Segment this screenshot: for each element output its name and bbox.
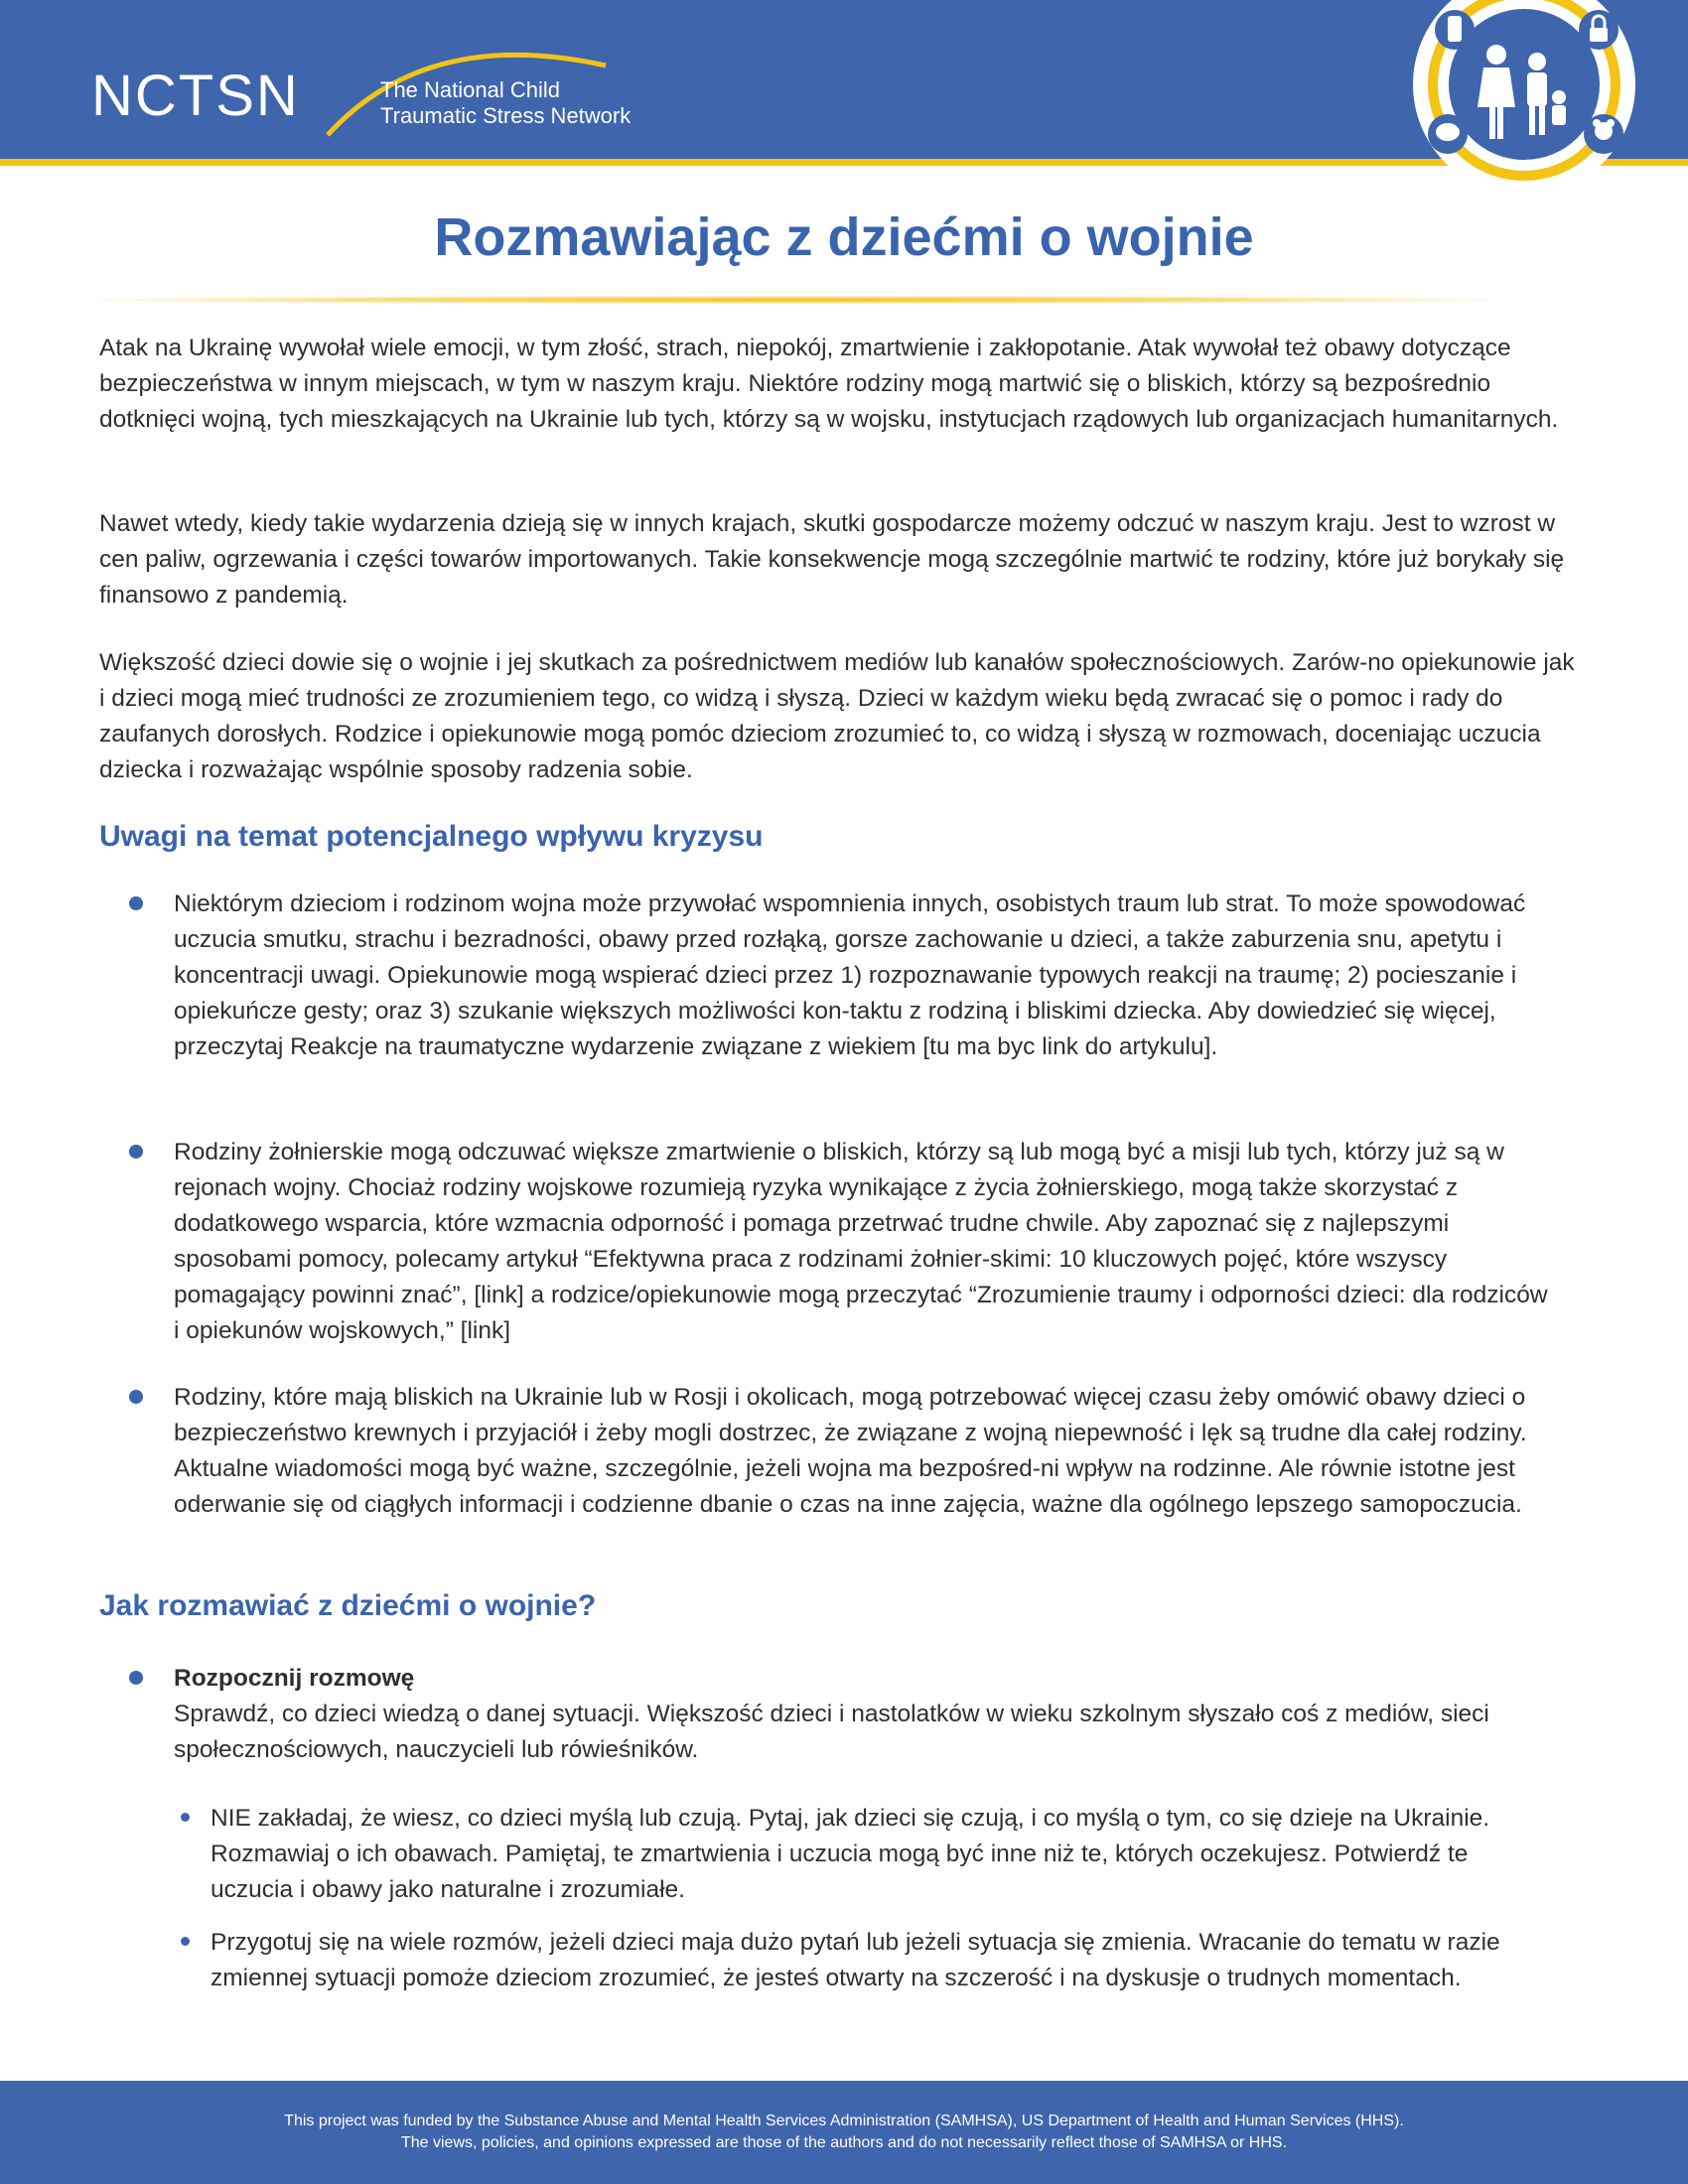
impact-bullet-2: Rodziny żołnierskie mogą odczuwać większe zmartwienie o bliskich, którzy są lub mogą być a misji lub tych, którzy już są w rejonach wojny. Chociaż rodziny wojskowe rozumieją ryzyka wynikające z życia żołnierskiego, mogą także skorzystać z dodatkowego wsparcia, które wzmacnia odporność i pomaga przetrwać trudne chwile. Aby zapoznać się z najlepszymi sposobami pomocy, polecamy artykuł “Efektywna praca z rodzinami żołnier-skimi: 10 kluczowych pojęć, które wszyscy pomagający powinni znać”, [link] a rodzice/opiekunowie mogą przeczytać “Zrozumienie traumy i odporności dzieci: dla rodziców i opiekunów wojskowych,” [link]: [174, 1139, 1548, 1344]
sub-bullet-icon: [181, 1813, 190, 1822]
start-conversation-text: Sprawdź, co dzieci wiedzą o danej sytuacji. Większość dzieci i nastolatków w wieku szkolnym słyszało coś z mediów, sieci społecznościowych, nauczycieli lub rówieśników.: [174, 1701, 1489, 1763]
impact-bullet-1: Niektórym dzieciom i rodzinom wojna może przywołać wspomnienia innych, osobistych traum lub strat. To może spowodować uczucia smutku, strachu i bezradności, obawy przed rozłąką, gorsze zachowanie u dzieci, a także zaburzenia snu, apetytu i koncentracji uwagi. Opiekunowie mogą wspierać dzieci przez 1) rozpoznawanie typowych reakcji na traumę; 2) pocieszanie i opiekuńcze gesty; oraz 3) szukanie większych możliwości kon-taktu z rodziną i bliskimi dziecka. Aby dowiedzieć się więcej, przeczytaj Reakcje na traumatyczne wydarzenie związane z wiekiem [tu ma byc link do artykulu].: [174, 890, 1526, 1060]
impact-bullet-3: Rodziny, które mają bliskich na Ukrainie lub w Rosji i okolicach, mogą potrzebować więcej czasu żeby omówić obawy dzieci o bezpieczeństwo krewnych i przyjaciół i żeby mogli dostrzec, że związane z wojną niepewność i lęk są trudne dla całej rodziny. Aktualne wiadomości mogą być ważne, szczególnie, jeżeli wojna ma bezpośred-ni wpływ na rodzinne. Ale równie istotne jest oderwanie się od ciągłych informacji i codzienne dbanie o czas na inne zajęcia, ważne dla ogólnego lepszego samopoczucia.: [174, 1384, 1527, 1518]
footer-disclaimer-line: The views, policies, and opinions expressed are those of the authors and do not necessarily reflect those of SAMHSA or HHS.: [400, 2134, 1288, 2151]
bullet-icon: [129, 1145, 143, 1159]
title-divider: [99, 296, 1489, 304]
bullet-icon: [129, 1390, 143, 1404]
bullet-icon: [129, 896, 143, 910]
header-banner: [0, 0, 1688, 166]
start-conversation-item: [174, 1661, 1549, 1768]
sub-bullet-icon: [181, 1937, 190, 1946]
section-heading-how-to-talk: Jak rozmawiać z dziećmi o wojnie?: [99, 1589, 597, 1622]
organization-name: [380, 77, 631, 129]
conversation-subbullet-1: NIE zakładaj, że wiesz, co dzieci myślą lub czują. Pytaj, jak dzieci się czują, i co myślą o tym, co się dzieje na Ukrainie. Rozmawiaj o ich obawach. Pamiętaj, te zmartwienia i uczucia mogą być inne niż te, których oczekujesz. Potwierdź te uczucia i obawy jako naturalne i zrozumiałe.: [211, 1805, 1490, 1903]
organization-name-line2: Traumatic Stress Network: [380, 103, 632, 128]
start-conversation-title: Rozpocznij rozmowę: [174, 1665, 415, 1692]
intro-paragraph-3: Większość dzieci dowie się o wojnie i jej skutkach za pośrednictwem mediów lub kanałów społecznościowych. Zarów-no opiekunowie jak i dzieci mogą mieć trudności ze zrozumieniem tego, co widzą i słyszą. Dzieci w każdym wieku będą zwracać się o pomoc i rady do zaufanych dorosłych. Rodzice i opiekunowie mogą pomóc dzieciom zrozumieć to, co widzą i słyszą w rozmowach, doceniając uczucia dziecka i rozważając wspólnie sposoby radzenia sobie.: [99, 649, 1575, 783]
organization-name-line1: The National Child: [380, 77, 560, 102]
footer-funding-line: This project was funded by the Substance Abuse and Mental Health Services Administration (SAMHSA), US Department of Health and Human Services (HHS).: [284, 2113, 1404, 2129]
intro-paragraph-1: Atak na Ukrainę wywołał wiele emocji, w tym złość, strach, niepokój, zmartwienie i zakłopotanie. Atak wywołał też obawy dotyczące bezpieczeństwa w innym miejscach, w tym w naszym kraju. Niektóre rodziny mogą martwić się o bliskich, którzy są bezpośrednio dotknięci wojną, tych mieszkających na Ukrainie lub tych, którzy są w wojsku, instytucjach rządowych lub organizacjach humanitarnych.: [99, 335, 1559, 433]
nctsn-logo-text: NCTSN: [91, 64, 300, 128]
bullet-icon: [129, 1671, 143, 1685]
family-badge-icon: [1400, 0, 1648, 199]
intro-paragraph-2: Nawet wtedy, kiedy takie wydarzenia dzieją się w innych krajach, skutki gospodarcze możemy odczuć w naszym kraju. Jest to wzrost w cen paliw, ogrzewania i części towarów importowanych. Takie konsekwencje mogą szczególnie martwić te rodziny, które już borykały się finansowo z pandemią.: [99, 510, 1565, 609]
footer-banner: [0, 2081, 1688, 2184]
section-heading-impact: Uwagi na temat potencjalnego wpływu kryzysu: [99, 820, 764, 853]
conversation-subbullet-2: Przygotuj się na wiele rozmów, jeżeli dzieci maja dużo pytań lub jeżeli sytuacja się zmienia. Wracanie do tematu w razie zmiennej sytuacji pomoże dzieciom zrozumieć, że jesteś otwarty na szczerość i na dyskusje o trudnych momentach.: [211, 1929, 1500, 1991]
page-title: Rozmawiając z dziećmi o wojnie: [434, 207, 1254, 267]
